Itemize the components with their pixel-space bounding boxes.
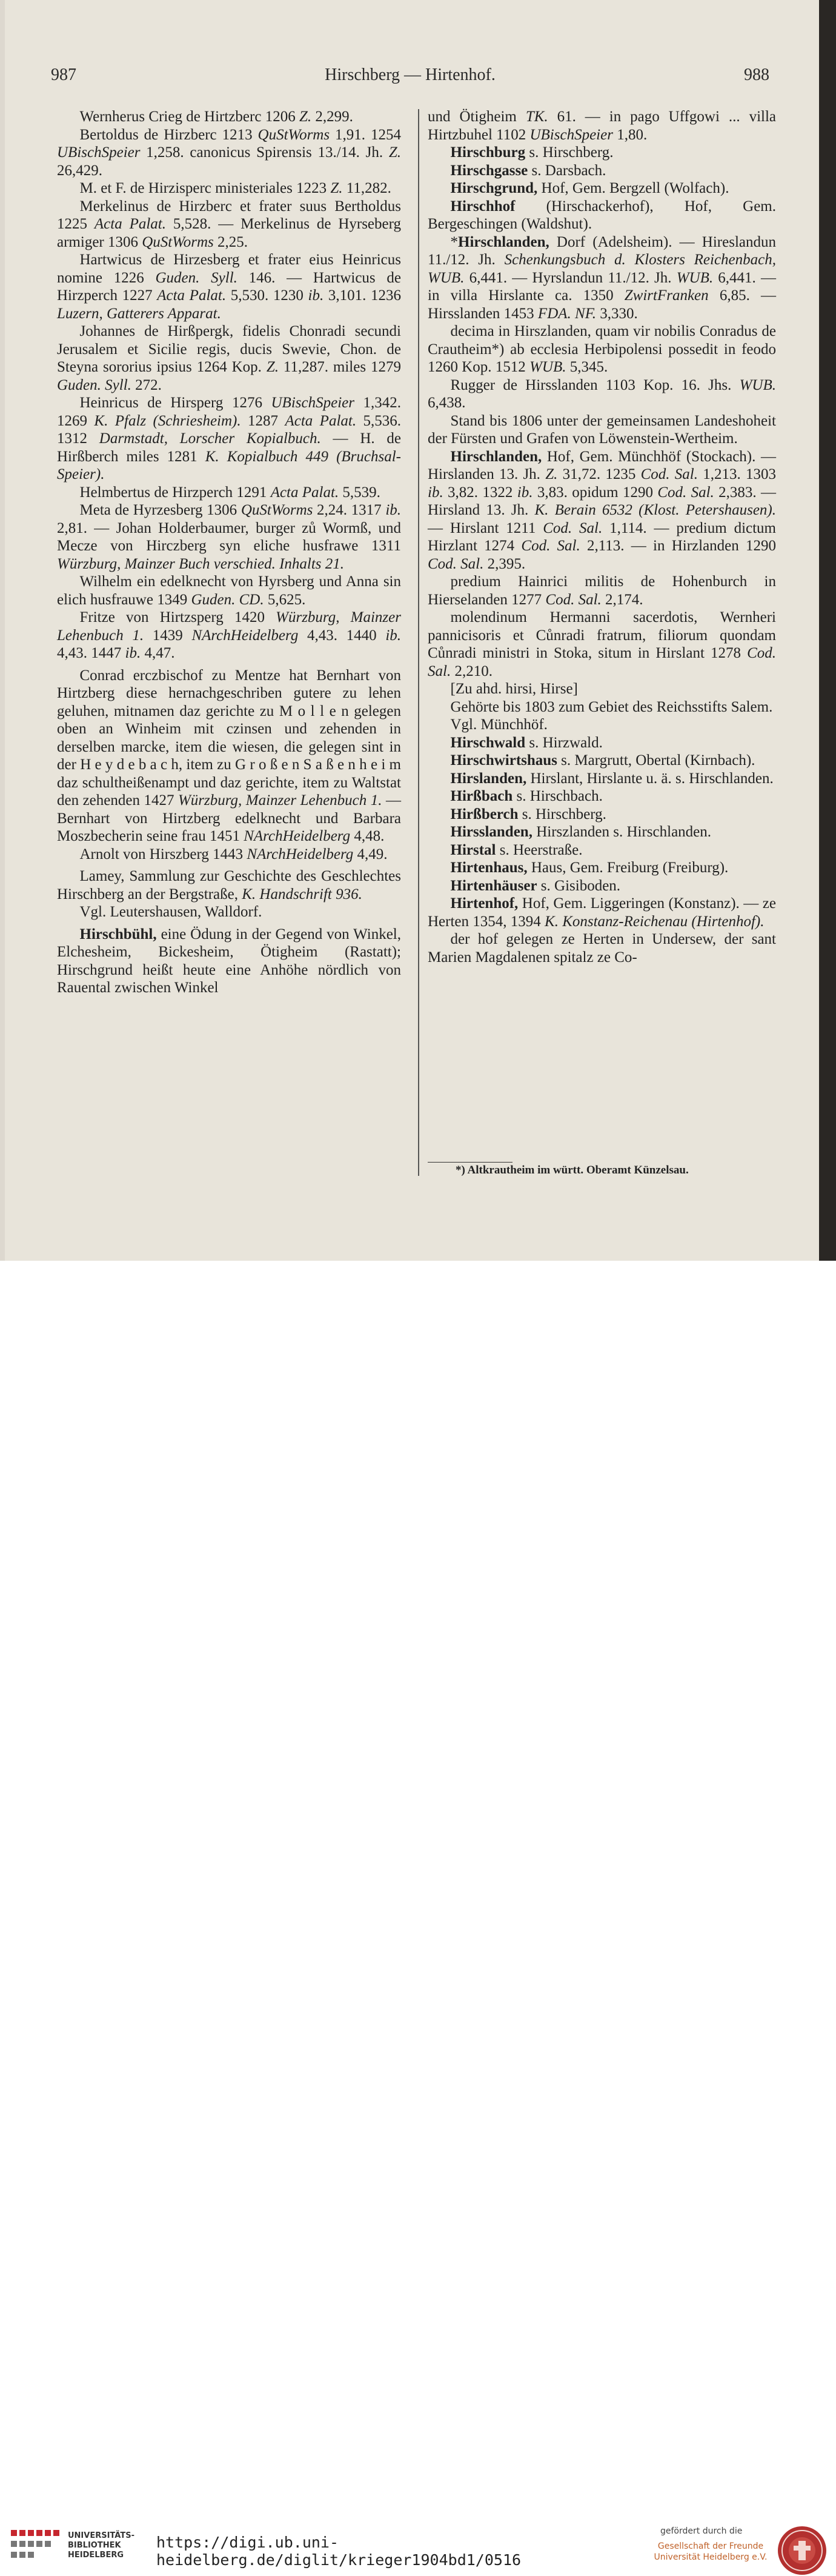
entry-paragraph: Hirschgasse s. Darsbach. [450,162,606,179]
university-library-logo-icon [8,2526,64,2564]
page-number-left: 987 [51,65,76,84]
entry-paragraph: Vgl. Münchhöf. [450,716,548,733]
entry-paragraph: Bertoldus de Hirzberc 1213 QuStWorms 1,91. 1254 UBischSpeier 1,258. canonicus Spirensis 13./14. Jh. Z. 26,429. [57,126,401,179]
library-name [68,2531,134,2560]
library-name-line: BIBLIOTHEK [68,2541,121,2550]
page-edge-shadow [819,0,836,1261]
entry-paragraph: Conrad erczbischof zu Mentze hat Bernhart von Hirtzberg diese hernachgeschriben gutere zu lehen geluhen, mitnamen daz gerichte zu M o l l e n gelegen oben an Winheim mit czinsen und zehenden in derselben marcke, item die wiesen, die gelegen sint in der H e y d e b a c h, item zu G r o ß e n S a ß e n h e i m daz schultheißenampt und daz gerichte, item zu Waltstat den zehenden 1427 Würzburg, Mainzer Lehenbuch 1. — Bernhart von Hirtzberg edelknecht und Barbara Moszbecherin seine frau 1451 NArchHeidelberg 4,48. [57,667,402,844]
entry-paragraph: Hirtenhof, Hof, Gem. Liggeringen (Konstanz). — ze Herten 1354, 1394 K. Konstanz-Reichenau (Hirtenhof). [428,895,776,930]
right-column [428,108,776,966]
society-name-line: Universität Heidelberg e.V. [654,2552,768,2562]
entry-paragraph: Meta de Hyrzesberg 1306 QuStWorms 2,24. 1317 ib. 2,81. — Johan Holderbaumer, burger zů Wormß, und Mecze von Hirczberg syn eliche husfrawe 1311 Würzburg, Mainzer Buch verschied. Inhalts 21. [57,502,402,572]
society-name [653,2541,768,2563]
entry-paragraph: Hirschwirtshaus s. Margrutt, Obertal (Kirnbach). [450,752,755,769]
entry-paragraph: Hirslanden, Hirslant, Hirslante u. ä. s. Hirschlanden. [450,770,774,787]
entry-paragraph: Heinricus de Hirsperg 1276 UBischSpeier 1,342. 1269 K. Pfalz (Schriesheim). 1287 Acta Palat. 5,536. 1312 Darmstadt, Lorscher Kopialbuch. — H. de Hirßberch miles 1281 K. Kopialbuch 449 (Bruchsal-Speier). [57,395,402,482]
entry-paragraph: Helmbertus de Hirzperch 1291 Acta Palat. 5,539. [79,484,380,501]
document-url-link[interactable]: https://digi.ub.uni-heidelberg.de/diglit/krieger1904bd1/0516 [156,2534,522,2569]
viewer-footer [0,1261,836,2569]
entry-paragraph: Johannes de Hirßpergk, fidelis Chonradi secundi Jerusalem et Sicilie regis, ducis Swevie, Chon. de Steyna sororius ipsius 1264 Kop. Z. 11,287. miles 1279 Guden. Syll. 272. [57,323,401,393]
entry-paragraph: der hof gelegen ze Herten in Undersew, der sant Marien Magdalenen spitalz ze Co- [428,931,776,966]
entry-paragraph: Hirschlanden, Hof, Gem. Münchhöf (Stockach). — Hirslanden 13. Jh. Z. 31,72. 1235 Cod. Sal. 1,213. 1303 ib. 3,82. 1322 ib. 3,83. opidum 1290 Cod. Sal. 2,383. — Hirsland 13. Jh. K. Berain 6532 (Klost. Petershausen). — Hirslant 1211 Cod. Sal. 1,114. — predium dictum Hirzlant 1274 Cod. Sal. 2,113. — in Hirzlanden 1290 Cod. Sal. 2,395. [428,448,777,572]
funded-by-label: gefördert durch die [660,2526,743,2536]
entry-paragraph: Hirschwald s. Hirzwald. [450,734,603,751]
left-column [57,108,401,997]
scan-area [0,0,836,1261]
entry-paragraph: Vgl. Leutershausen, Walldorf. [79,904,262,920]
entry-paragraph: Hirßberch s. Hirschberg. [450,806,606,823]
entry-paragraph: Hirßbach s. Hirschbach. [450,788,603,804]
entry-paragraph: und Ötigheim TK. 61. — in pago Uffgowi ... villa Hirtzbuhel 1102 UBischSpeier 1,80. [428,108,776,143]
entry-paragraph: Hirschgrund, Hof, Gem. Bergzell (Wolfach). [450,180,729,196]
footnote: *) Altkrautheim im württ. Oberamt Künzelsau. [456,1164,689,1176]
entry-paragraph: Stand bis 1806 unter der gemeinsamen Landeshoheit der Fürsten und Grafen von Löwenstein-Wertheim. [428,412,776,447]
entry-paragraph: Hartwicus de Hirzesberg et frater eius Heinricus nomine 1226 Guden. Syll. 146. — Hartwicus de Hirzperch 1227 Acta Palat. 5,530. 1230 ib. 3,101. 1236 Luzern, Gatterers Apparat. [57,252,401,322]
entry-paragraph: Arnolt von Hirszberg 1443 NArchHeidelberg 4,49. [79,846,388,863]
entry-paragraph: Hirtenhäuser s. Gisiboden. [450,877,621,894]
entry-paragraph: Lamey, Sammlung zur Geschichte des Geschlechtes Hirschberg an der Bergstraße, K. Handschrift 936. [57,868,401,903]
entry-paragraph: Wernherus Crieg de Hirtzberc 1206 Z. 2,299. [79,108,353,125]
entry-paragraph: Fritze von Hirtzsperg 1420 Würzburg, Mainzer Lehenbuch 1. 1439 NArchHeidelberg 4,43. 1440 ib. 4,43. 1447 ib. 4,47. [57,609,402,661]
column-divider [418,109,419,1176]
entry-paragraph: [Zu ahd. hirsi, Hirse] [450,681,578,697]
entry-paragraph: predium Hainrici militis de Hohenburch in Hierselanden 1277 Cod. Sal. 2,174. [428,573,776,608]
entry-paragraph: Merkelinus de Hirzberc et frater suus Bertholdus 1225 Acta Palat. 5,528. — Merkelinus de Hyrseberg armiger 1306 QuStWorms 2,25. [57,198,401,250]
entry-paragraph: decima in Hirszlanden, quam vir nobilis Conradus de Crautheim*) ab ecclesia Herbipolensi possedit in feodo 1260 Kop. 1512 WUB. 5,345. [428,323,776,375]
library-name-line: HEIDELBERG [68,2551,124,2560]
entry-paragraph: molendinum Hermanni sacerdotis, Wernheri pannicisoris et Cůnradi fratrum, filiorum quondam Cůnradi ministri in Stoka, situm in Hirslant 1278 Cod. Sal. 2,210. [428,609,776,679]
society-name-line: Gesellschaft der Freunde [657,2541,764,2551]
entry-paragraph: Hirschbühl, eine Ödung in der Gegend von Winkel, Elchesheim, Bickesheim, Ötigheim (Rastatt); Hirschgrund heißt heute eine Anhöhe nördlich von Rauental zwischen Winkel [57,926,401,996]
running-header [51,65,769,90]
entry-paragraph: *Hirschlanden, Dorf (Adelsheim). — Hireslandun 11./12. Jh. Schenkungsbuch d. Klosters Reichenbach, WUB. 6,441. — Hyrslandun 11./12. Jh. WUB. 6,441. — in villa Hirslante ca. 1350 ZwirtFranken 6,85. — Hirsslanden 1453 FDA. NF. 3,330. [428,233,776,322]
entry-paragraph: M. et F. de Hirzisperc ministeriales 1223 Z. 11,282. [79,180,391,196]
entry-paragraph: Wilhelm ein edelknecht von Hyrsberg und Anna sin elich husfrauwe 1349 Guden. CD. 5,625. [57,573,401,608]
entry-paragraph: Hirschburg s. Hirschberg. [450,144,614,161]
entry-paragraph: Hirstal s. Heerstraße. [450,841,583,858]
entry-paragraph: Hirsslanden, Hirszlanden s. Hirschlanden. [450,824,712,840]
entry-paragraph: Hirschhof (Hirschackerhof), Hof, Gem. Bergeschingen (Waldshut). [428,198,776,232]
running-title: Hirschberg — Hirtenhof. [325,65,496,84]
entry-paragraph: Gehörte bis 1803 zum Gebiet des Reichsstifts Salem. [450,698,773,715]
entry-paragraph: Hirtenhaus, Haus, Gem. Freiburg (Freiburg). [450,859,729,876]
page-number-right: 988 [744,65,769,84]
footnote-rule [428,1162,513,1163]
entry-paragraph: Rugger de Hirsslanden 1103 Kop. 16. Jhs. WUB. 6,438. [428,376,776,411]
library-name-line: UNIVERSITÄTS- [68,2531,134,2540]
university-seal-icon [777,2525,828,2576]
